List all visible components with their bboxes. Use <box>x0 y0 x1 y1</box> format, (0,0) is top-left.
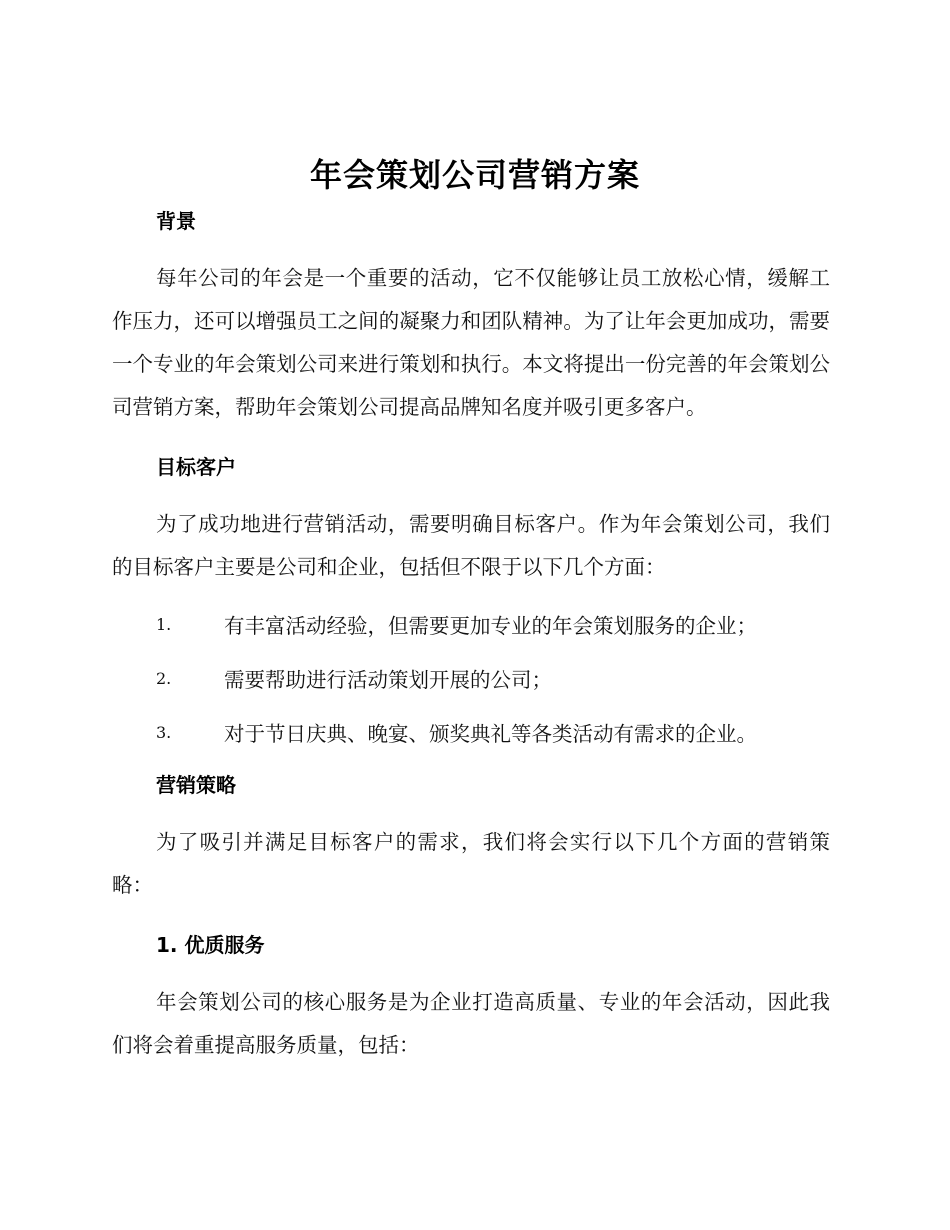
list-item-number: 1. <box>156 614 172 634</box>
section-heading-marketing-strategy: 营销策略 <box>156 773 236 797</box>
target-customers-paragraph: 为了成功地进行营销活动，需要明确目标客户。作为年会策划公司，我们的目标客户主要是公司和企业，包括但不限于以下几个方面： <box>112 512 830 579</box>
list-item-number: 2. <box>156 668 172 688</box>
background-paragraph: 每年公司的年会是一个重要的活动，它不仅能够让员工放松心情，缓解工作压力，还可以增强员工之间的凝聚力和团队精神。为了让年会更加成功，需要一个专业的年会策划公司来进行策划和执行。本文将提出一份完善的年会策划公司营销方案，帮助年会策划公司提高品牌知名度并吸引更多客户。 <box>112 266 830 419</box>
target-customers-list <box>112 597 830 759</box>
document-body <box>112 205 830 1067</box>
document-title: 年会策划公司营销方案 <box>309 156 640 194</box>
section-heading-target-customers: 目标客户 <box>156 455 236 479</box>
list-item <box>112 651 830 705</box>
quality-service-paragraph: 年会策划公司的核心服务是为企业打造高质量、专业的年会活动，因此我们将会着重提高服务质量，包括： <box>112 990 830 1057</box>
list-item <box>112 597 830 651</box>
section-heading-quality-service: 1. 优质服务 <box>156 933 265 957</box>
marketing-strategy-paragraph: 为了吸引并满足目标客户的需求，我们将会实行以下几个方面的营销策略： <box>112 830 830 897</box>
section-heading-background: 背景 <box>156 209 196 233</box>
list-item-text: 有丰富活动经验，但需要更加专业的年会策划服务的企业； <box>224 614 757 638</box>
list-item-text: 对于节日庆典、晚宴、颁奖典礼等各类活动有需求的企业。 <box>224 722 757 746</box>
list-item <box>112 705 830 759</box>
list-item-text: 需要帮助进行活动策划开展的公司； <box>224 668 552 692</box>
list-item-number: 3. <box>156 722 172 742</box>
